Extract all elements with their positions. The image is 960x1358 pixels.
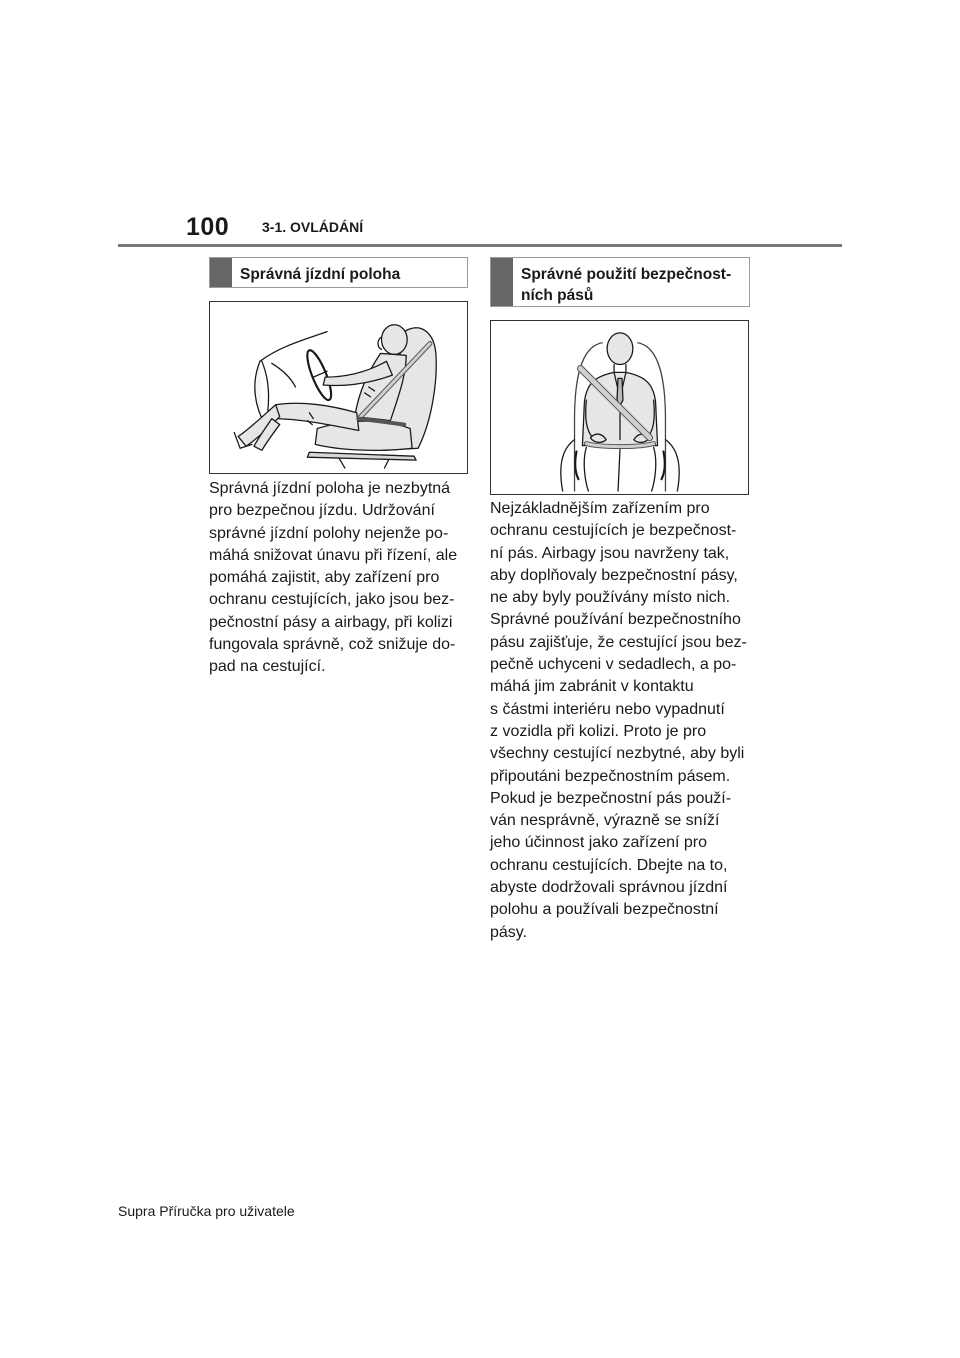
heading-marker bbox=[210, 258, 232, 287]
section-title: 3-1. OVLÁDÁNÍ bbox=[262, 219, 364, 235]
left-body-text: Správná jízdní poloha je nezbytná pro bezpečnou jízdu. Udržování správné jízdní polohy nejenže po- máhá snižovat únavu při řízení, ale pomáhá zajistit, aby zařízení pro ochranu cestujících, jako jsou bez- pečnostní pásy a airbagy, při kolizi fungovala správně, což snižuje do- pad na cestující. bbox=[209, 480, 458, 676]
heading-driving-position-text: Správná jízdní poloha bbox=[240, 266, 401, 283]
heading-seatbelt-use bbox=[490, 257, 750, 307]
heading-seatbelt-use-text: Správné použití bezpečnost- ních pásů bbox=[521, 266, 732, 304]
page-number: 100 bbox=[186, 213, 230, 241]
figure-driving-position bbox=[209, 301, 468, 474]
driver-seated-position-icon bbox=[210, 302, 467, 473]
seatbelt-wearing-icon bbox=[491, 321, 748, 494]
heading-driving-position bbox=[209, 257, 468, 288]
footer-text: Supra Příručka pro uživatele bbox=[118, 1203, 295, 1219]
header-rule bbox=[118, 244, 842, 247]
heading-marker bbox=[491, 258, 513, 306]
figure-seatbelt-use bbox=[490, 320, 749, 495]
right-body-text: Nejzákladnějším zařízením pro ochranu cestujících je bezpečnost- ní pás. Airbagy jsou navrženy tak, aby doplňovaly bezpečnostní pásy, ne aby byly používány místo nich. Správné používání bezpečnostního pásu zajišťuje, že cestující jsou bez- pečně uchyceni v sedadlech, a po- máhá jim zabránit v kontaktu s částmi interiéru nebo vypadnutí z vozidla při kolizi. Proto je pro všechny cestující nezbytné, aby byli připoutáni bezpečnostním pásem. Pokud je bezpečnostní pás použí- ván nesprávně, výrazně se sníží jeho účinnost jako zařízení pro ochranu cestujících. Dbejte na to, abyste dodržovali správnou jízdní polohu a používali bezpečnostní pásy. bbox=[490, 500, 747, 941]
